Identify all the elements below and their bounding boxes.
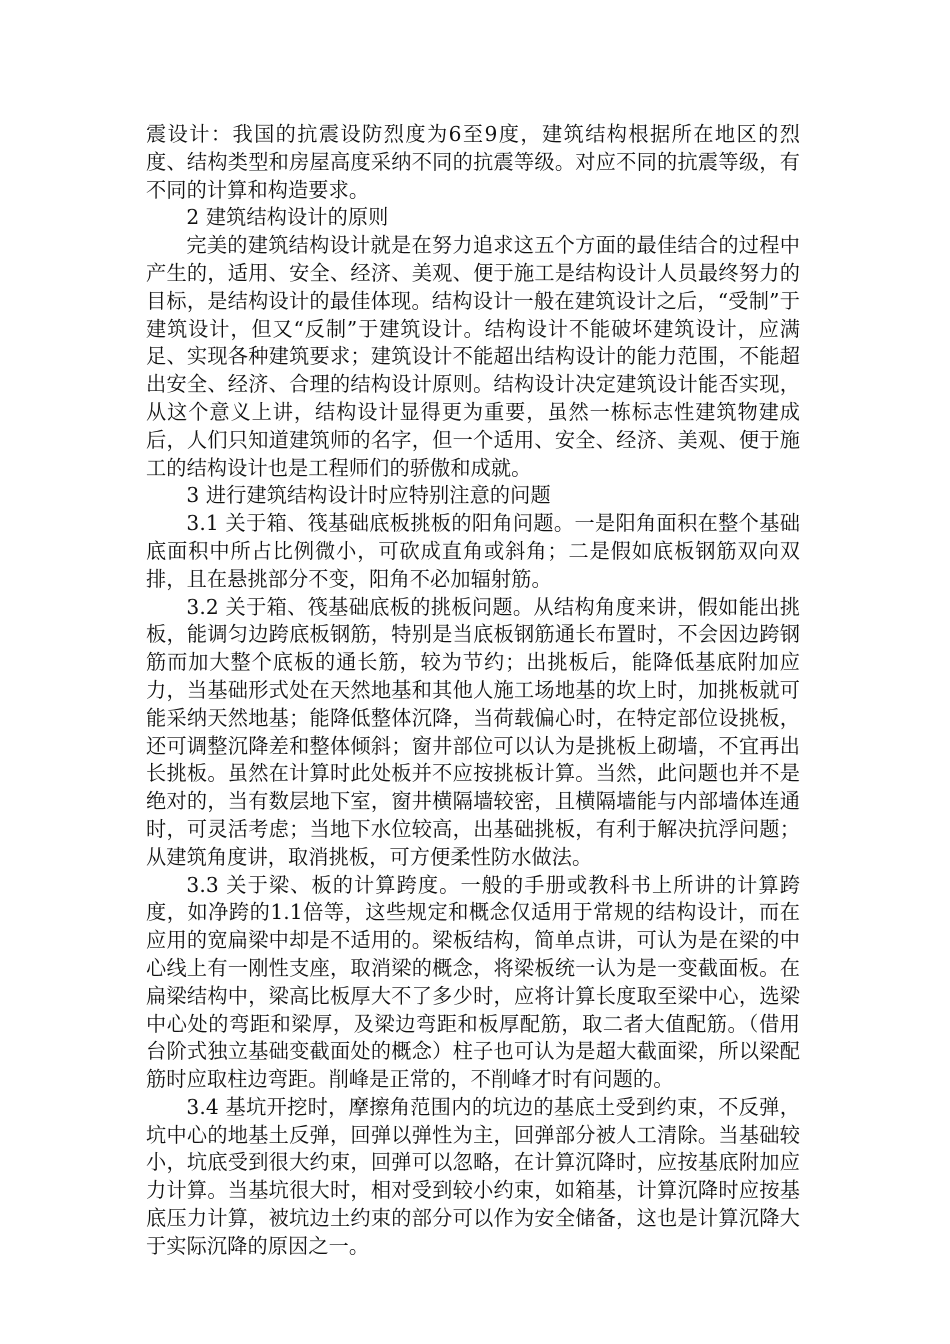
paragraph-3-1: 3.1 关于箱、筏基础底板挑板的阳角问题。一是阳角面积在整个基础底面积中所占比例微小，可砍成直角或斜角；二是假如底板钢筋双向双排，且在悬挑部分不变，阳角不必加辐射筋。: [146, 511, 800, 591]
section-heading-2: 2 建筑结构设计的原则: [186, 205, 389, 230]
section-heading-3: 3 进行建筑结构设计时应特别注意的问题: [186, 483, 551, 508]
paragraph-design-principles: 完美的建筑结构设计就是在努力追求这五个方面的最佳结合的过程中产生的，适用、安全、经济、美观、便于施工是结构设计人员最终努力的目标，是结构设计的最佳体现。结构设计一般在建筑设计之后，“受制”于建筑设计，但又“反制”于建筑设计。结构设计不能破坏建筑设计，应满足、实现各种建筑要求；建筑设计不能超出结构设计的能力范围，不能超出安全、经济、合理的结构设计原则。结构设计决定建筑设计能否实现，从这个意义上讲，结构设计显得更为重要，虽然一栋标志性建筑物建成后，人们只知道建筑师的名字，但一个适用、安全、经济、美观、便于施工的结构设计也是工程师们的骄傲和成就。: [146, 233, 800, 480]
paragraph-seismic-continuation: 震设计：我国的抗震设防烈度为6至9度，建筑结构根据所在地区的烈度、结构类型和房屋高度采纳不同的抗震等级。对应不同的抗震等级，有不同的计算和构造要求。: [146, 122, 800, 202]
paragraph-3-2: 3.2 关于箱、筏基础底板的挑板问题。从结构角度来讲，假如能出挑板，能调匀边跨底板钢筋，特别是当底板钢筋通长布置时，不会因边跨钢筋而加大整个底板的通长筋，较为节约；出挑板后，能降低基底附加应力，当基础形式处在天然地基和其他人施工场地基的坎上时，加挑板就可能采纳天然地基；能降低整体沉降，当荷载偏心时，在特定部位设挑板，还可调整沉降差和整体倾斜；窗井部位可以认为是挑板上砌墙，不宜再出长挑板。虽然在计算时此处板并不应按挑板计算。当然，此问题也并不是绝对的，当有数层地下室，窗井横隔墙较密，且横隔墙能与内部墙体连通时，可灵活考虑；当地下水位较高，出基础挑板，有利于解决抗浮问题；从建筑角度讲，取消挑板，可方便柔性防水做法。: [146, 594, 800, 869]
document-body: [146, 121, 800, 1261]
paragraph-3-3: 3.3 关于梁、板的计算跨度。一般的手册或教科书上所讲的计算跨度，如净跨的1.1倍等，这些规定和概念仅适用于常规的结构设计，而在应用的宽扁梁中却是不适用的。梁板结构，简单点讲，可认为是在梁的中心线上有一刚性支座，取消梁的概念，将梁板统一认为是一变截面板。在扁梁结构中，梁高比板厚大不了多少时，应将计算长度取至梁中心，选梁中心处的弯距和梁厚，及梁边弯距和板厚配筋，取二者大值配筋。（借用台阶式独立基础变截面处的概念）柱子也可认为是超大截面梁，所以梁配筋时应取柱边弯距。削峰是正常的，不削峰才时有问题的。: [146, 872, 800, 1092]
paragraph-3-4: 3.4 基坑开挖时，摩擦角范围内的坑边的基底土受到约束，不反弹，坑中心的地基土反弹，回弹以弹性为主，回弹部分被人工清除。当基础较小，坑底受到很大约束，回弹可以忽略，在计算沉降时，应按基底附加应力计算。当基坑很大时，相对受到较小约束，如箱基，计算沉降时应按基底压力计算，被坑边土约束的部分可以作为安全储备，这也是计算沉降大于实际沉降的原因之一。: [146, 1094, 800, 1258]
